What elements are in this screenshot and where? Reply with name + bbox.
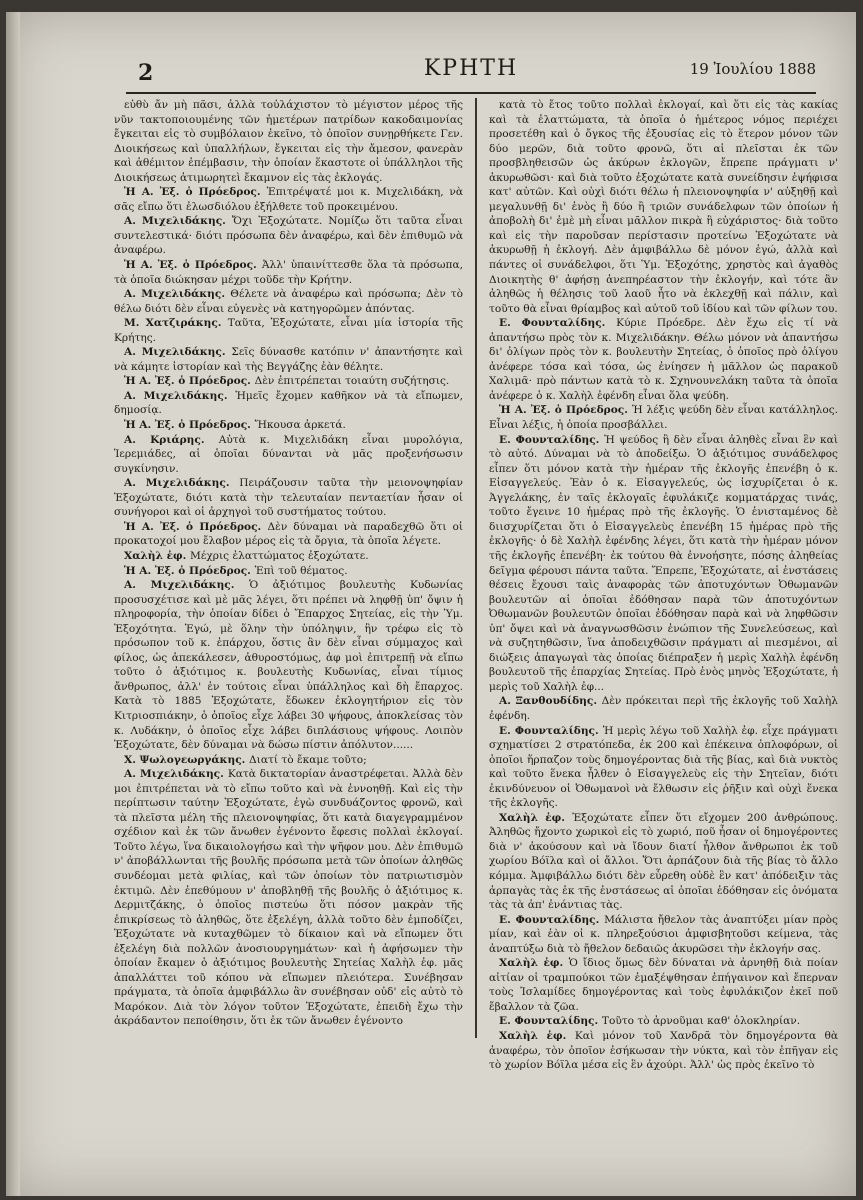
paragraph-text: Διατί τὸ ἔκαμε τοῦτο; bbox=[249, 753, 367, 766]
paragraph-text: Ἐξοχώτατε εἶπεν ὅτι εἴχομεν 200 ἀνθρώπους. Ἀληθῶς ἤχοντο χωρικοὶ εἰς τὸ χωριό, ποῦ ἦσαν οἱ δημογέροντες διὰ ν' ἀκούσουν καὶ νὰ ἴδουν διατί ἦλθον ἄνθρωποι ἐκ τοῦ χωρίου Βόϊλα καὶ οἱ ἄλλοι. Ὅτι ἀρπάζουν διὰ τῆς βίας τὸ ἄλλο κόμμα. Ἀμφιβάλλω διότι δὲν εὗρεθη οὐδὲ ἓν κατ' ἀπόδειξιν τὰς ἀρπαγὰς τὰς ἐκ τῆς ἐνστάσεως αἱ ὁποῖαι ἐδόθησαν εἰς ὀνόματα τὰς τὰ ἀπ' ἐνάντιας τὰς. bbox=[489, 811, 838, 912]
speaker-name: Α. Μιχελιδάκης. bbox=[124, 768, 228, 781]
paragraph bbox=[114, 433, 463, 477]
paragraph bbox=[489, 1029, 838, 1073]
speaker-name: Ἡ Α. Ἐξ. ὁ Πρόεδρος. bbox=[124, 419, 255, 432]
paragraph bbox=[489, 98, 838, 316]
speaker-name: Ε. Φουνταλίδης. bbox=[499, 913, 605, 926]
paragraph-text: Δὲν δύναμαι νὰ παραδεχθῶ ὅτι οἱ προκατοχοί μου ἔλαβον μέρος εἰς τὰ ὄργια, τὰ ὁποῖα λέγετε. bbox=[114, 520, 463, 548]
article-columns bbox=[114, 98, 838, 1072]
paragraph bbox=[114, 316, 463, 345]
paragraph-text: Ἐπὶ τοῦ θέματος. bbox=[254, 564, 348, 577]
paragraph-text: Θέλετε νὰ ἀναφέρω καὶ πρόσωπα; Δὲν τὸ θέλω διότι δὲν εἶναι εὐγενὲς νὰ κατηγορῶμεν ἀπόντας. bbox=[114, 288, 463, 315]
page-fold-edge bbox=[6, 12, 20, 1196]
paragraph-text: εὐθὺ ἄν μὴ πᾶσι, ἀλλὰ τοὐλάχιστον τὸ μέγιστον μέρος τῆς νῦν τακτοποιουμένης τῶν ἡμετέρων πατρίδων κακοδαιμονίας ἔγκειται εἰς τὸ συμβόλαιον ἐκεῖνο, τὸ ὁποῖον συνῃρθήκετε Γεν. Διοικήσεως καὶ ὑπαλλήλων, ἔγκειται εἰς τὴν ἄμεσον, φανερὰν καὶ ἀθέμιτον ἐπέμβασιν, τὴν ὁποίαν ἕκαστοτε οἱ ὑπάλληλοι τῆς Διοικήσεως ἀτιμωρητεὶ ἔκαμνον εἰς τὰς ἐκλογάς. bbox=[114, 99, 463, 184]
paragraph-text: Ἡ λέξις ψεύδη δὲν εἶναι κατάλληλος. Εἶναι λέξις, ἡ ὁποία προσβάλλει. bbox=[489, 404, 838, 432]
speaker-name: Χ. Ψωλογεωργάκης. bbox=[124, 753, 250, 766]
speaker-name: Χαλὴλ ἐφ. bbox=[124, 549, 191, 562]
paragraph-text: Αὐτὰ κ. Μιχελιδάκη εἶναι μυρολόγια, Ἱερεμιάδες, αἱ ὁποῖαι δύνανται νὰ μᾶς προξενήσωσιν συγκίνησιν. bbox=[114, 433, 463, 475]
paragraph bbox=[114, 549, 463, 564]
speaker-name: Ἡ Α. Ἐξ. ὁ Πρόεδρος. bbox=[124, 186, 267, 199]
paragraph-text: Ὄχι Ἐξοχώτατε. Νομίζω ὅτι ταῦτα εἶναι συντελεστικά· διότι πρόσωπα δὲν ἀναφέρω, καὶ δὲν ἐπιθυμῶ νὰ ἀναφέρω. bbox=[114, 215, 463, 257]
paragraph-text: Ἡμεῖς ἔχομεν καθῆκον νὰ τὰ εἴπωμεν, δημοσίᾳ. bbox=[114, 389, 463, 417]
speaker-name: Α. Ξανθουδίδης. bbox=[499, 695, 602, 708]
speaker-name: Α. Μιχελιδάκης. bbox=[124, 389, 236, 402]
newspaper-page bbox=[6, 12, 856, 1196]
speaker-name: Ε. Φουνταλίδης. bbox=[499, 317, 617, 330]
speaker-name: Χαλὴλ ἐφ. bbox=[499, 957, 569, 970]
right-column bbox=[489, 98, 838, 1072]
paragraph-text: Ἐπιτρέψατέ μοι κ. Μιχελιδάκη, νὰ σᾶς εἴπω ὅτι ἐλωσδιόλου ἐξήλθετε τοῦ προκειμένου. bbox=[114, 186, 464, 213]
speaker-name: Ἡ Α. Ἐξ. ὁ Πρόεδρος. bbox=[124, 520, 268, 533]
paragraph-text: Κατὰ δικτατορίαν ἀναστρέφεται. Ἀλλὰ δὲν μοι ἐπιτρέπεται νὰ τὸ εἴπω τοῦτο καὶ νὰ ἐννοηθῇ. Καὶ εἰς τὴν περίπτωσιν ταύτην Ἐξοχώτατε, ἐγὼ συνδυάζοντος φρονῶ, καὶ τὰ πλεῖστα μέλη τῆς πλειονοψηφίας, ὅτι κατὰ διαγεγραμμένον σχέδιον καὶ ἐκ τῶν ἄνωθεν ἐγένοντο ἔφεσις πολλαὶ ἐκλογαί. Τοῦτο λέγω, ἵνα δικαιολογήσω καὶ τὴν ψῆφον μου. Δὲν ἐπιθυμῶ ν' ἀποβάλλωνται τῆς βουλῆς πρόσωπα μετὰ τῶν ὁποίων ἀληθῶς συνδέομαι μετὰ φιλίας, καὶ τῶν ὁποίων τὸν πατριωτισμὸν ἐκτιμῶ. Δὲν ἐπεθύμουν ν' ἀποβληθῇ τῆς βουλῆς ὁ ἀξιότιμος κ. Δερμιτζάκης, ὁ ὁποῖος πιστεύω ὅτι πόσον μακρὰν τῆς ἐπικρίσεως τὸ ἀληθῶς, ὅτε ἐξελέγη, ἀλλὰ τοῦτο δὲν ἐμποδίζει, Ἐξοχώτατε νὰ κυταχθῶμεν τὸ δίκαιον καὶ νὰ εἴπωμεν ὅτι ἐξελέγη διὰ πολλῶν ἀνοσιουργημάτων· καὶ ἡ ἀφήσωμεν τὴν ὁποίαν ἔκαμεν ὁ ἀξιότιμος βουλευτὴς Σητείας Χαλὴλ ἐφ. μᾶς ἀπαλλάττει τοῦ κόπου νὰ εἴπωμεν πλειότερα. Συνέβησαν πράγματα, τὰ ὁποῖα ἀμφιβάλλω ἂν συνέβησαν οὐδ' εἰς αὐτὸ τὸ Μαρόκον. Διὰ τὸν λόγον τοῦτον Ἐξοχώτατε, ἐπειδὴ ἔχω τὴν ἀκράδαντον πεποίθησιν, ὅτι ἐκ τῶν ἄνωθεν ἐγένοντο bbox=[114, 768, 463, 1028]
paragraph bbox=[489, 956, 838, 1014]
speaker-name: Ἡ Α. Ἐξ. ὁ Πρόεδρος. bbox=[124, 375, 255, 388]
paragraph-text: Ἤκουσα ἀρκετά. bbox=[254, 419, 346, 432]
speaker-name: Ε. Φουνταλίδης. bbox=[499, 724, 603, 737]
paragraph bbox=[489, 811, 838, 913]
paragraph-text: Τοῦτο τὸ ἀρνοῦμαι καθ' ὁλοκληρίαν. bbox=[601, 1015, 801, 1028]
paragraph-text: Σεῖς δύνασθε κατόπιν ν' ἀπαντήσητε καὶ νὰ κάμητε ἱστορίαν καὶ τὴς Βεγγάζης ἐὰν θέλητε. bbox=[114, 346, 463, 373]
paragraph bbox=[114, 214, 463, 258]
speaker-name: Ἡ Α. Ἐξ. ὁ Πρόεδρος. bbox=[124, 564, 255, 577]
paragraph bbox=[489, 403, 838, 432]
speaker-name: Α. Μιχελιδάκης. bbox=[124, 346, 232, 359]
paragraph-text: Καὶ μόνον τοῦ Χανδρᾶ τὸν δημογέροντα θὰ ἀναφέρω, τὸν ὁποῖον ἐσήκωσαν τὴν νύκτα, καὶ τὸν ἐπῆγαν εἰς τὸ χωρίον Βόϊλα μέσα εἰς ἓν ἀχούρι. Ἀλλ' ὡς πρὸς ἐκεῖνο τὸ bbox=[489, 1030, 838, 1072]
speaker-name: Ἡ Α. Ἐξ. ὁ Πρόεδρος. bbox=[124, 259, 262, 272]
speaker-name: Α. Μιχελιδάκης. bbox=[124, 477, 240, 490]
column-rule bbox=[475, 98, 477, 1038]
paragraph bbox=[114, 476, 463, 520]
paragraph-text: Ἡ ψεύδος ἢ δὲν εἶναι ἀληθὲς εἶναι ἓν καὶ τὸ αὐτό. Δύναμαι νὰ τὸ ἀποδείξω. Ὁ ἀξιότιμος συνάδελφος εἶπεν ὅτι μόνον κατὰ τὴν ἡμέραν τῆς ἐκλογῆς ἐπενέβη ὁ κ. Εἰσαγγελεύς. Ἐὰν ὁ κ. Εἰσαγγελεύς, ὡς ἰσχυρίζεται ὁ κ. Ἀγγελάκης, ἐν ταῖς ἐκλογαῖς ἐφυλάκιζε κομματάρχας τινάς, τοῦτο ἔγεινε 10 ἡμέρας πρὸ τῆς ἐκλογῆς. Ὁ ἐνισταμένος δὲ διισχυρίζεται ὅτι ὁ Εἰσαγγελεὺς ἐπενέβη 15 ἡμέρας πρὸ τῆς ἐκλογῆς· ὁ δὲ Χαλὴλ ἐφένδης λέγει, ὅτι κατὰ τὴν ἡμέραν μόνον τῆς ἐκλογῆς ἐπενέβη· ἐκ τούτου θὰ ἐννοήσητε, πόσης ἀληθείας δεῖγμα φέρουσι πάντα ταῦτα. Ἔπρεπε, Ἐξοχώτατε, αἱ ἐνστάσεις θέσεις ἔχουσι ταὶς ἀναφορὰς τῶν ἀποτυχόντων Ὀθωμανῶν βουλευτῶν αἱ ὁποῖαι ἐδόθησαν παρὰ τῶν ἀποτυχόντων Ὀθωμανῶν βουλευτῶν ὁποῖαι ἐδόθησαν παρὰ καὶ νὰ ληφθῶσιν ὑπ' ὄψει καὶ νὰ ἀναγνωσθῶσιν ἐνώπιον τῆς Συνελεύσεως, καὶ νὰ συζητηθῶσιν, ἵνα ἀποδειχθῶσιν πράγματι αἱ πιεσμένοι, αἱ διώξεις ἀπαγωγαὶ τὰς ὁποίας διέπραξεν ἡ μερὶς Χαλὴλ ἐφένδη βουλευτοῦ τῆς ἐπαρχίας Σητείας. Πρὸ ἐνὸς μηνὸς Ἐξοχώτατε, ἡ μερὶς τοῦ Χαλὴλ ἐφ... bbox=[489, 433, 838, 693]
paragraph bbox=[114, 753, 463, 768]
paragraph bbox=[489, 316, 838, 403]
speaker-name: Μ. Χατζιράκης. bbox=[124, 317, 228, 330]
page-number: 2 bbox=[138, 60, 154, 86]
paragraph-text: Ταῦτα, Ἐξοχώτατε, εἶναι μία ἱστορία τῆς Κρήτης. bbox=[114, 317, 463, 344]
paragraph-text: Δὲν ἐπιτρέπεται τοιαύτη συζήτησις. bbox=[254, 375, 450, 388]
speaker-name: Α. Κριάρης. bbox=[124, 433, 219, 446]
paragraph bbox=[114, 345, 463, 374]
paragraph-text: Ὁ ἴδιος ὅμως δὲν δύναται νὰ ἀρνηθῇ διὰ ποίαν αἰτίαν οἱ τραμπούκοι τῶν ἐμαξέψθησαν ἐπήγαινον καὶ ἔπερναν τοὺς Ἰσλαμίδες δημογέροντας καὶ τοὺς ἐφυλάκιζον ἐκεῖ ποῦ ἔβαλλον τὰ ζῶα. bbox=[489, 957, 838, 1013]
paragraph-text: Μέχρις ἐλαττώματος ἐξοχώτατε. bbox=[190, 549, 369, 562]
paragraph bbox=[114, 258, 463, 287]
paragraph-text: Πειράζουσιν ταῦτα τὴν μειονοψηφίαν Ἐξοχώτατε, διότι κατὰ τὴν τελευταίαν πενταετίαν ἦσαν οἱ συνήγοροι καὶ οἱ ἀρχηγοὶ τοῦ συστήματος τούτου. bbox=[114, 477, 463, 519]
paragraph bbox=[114, 767, 463, 1029]
paragraph-text: Ἀλλ' ὑπαινίττεσθε ὅλα τὰ πρόσωπα, τὰ ὁποῖα διώκησαν μέχρι τοῦδε τὴν Κρήτην. bbox=[114, 259, 463, 286]
paragraph bbox=[489, 1014, 838, 1029]
left-column bbox=[114, 98, 463, 1038]
paragraph-text: κατὰ τὸ ἔτος τοῦτο πολλαὶ ἐκλογαί, καὶ ὅτι εἰς τὰς κακίας καὶ τὰ ἐλαττώματα, τὰ ὁποῖα ὁ ἡμέτερος νόμος περιέχει προσετέθη καὶ ὁ ὄγκος τῆς ἐξουσίας εἰς τὸ ἕτερον μόνον τῶν δύο μερῶν, διὰ τοῦτο φρονῶ, ὅτι αἱ πλεῖσται ἐκ τῶν προσβληθεισῶν ὡς ἀκύρων ἐκλογῶν, ἔπρεπε πράγματι ν' ἀκυρωθῶσι· καὶ διὰ τοῦτο ἐξοχώτατε κατὰ συνείδησιν ἐψήφισα κατ' αὐτῶν. Καὶ οὐχὶ διότι θέλω ἡ πλειονοψηφία ν' αὐξηθῇ καὶ μεγαλυνθῇ δι' ἑνὸς ἢ δύο ἢ τριῶν συνάδελφων τῶν ὁποίων ἡ ἀποβολὴ δι' ἐμὲ μὴ εἶναι μᾶλλον πικρὰ ἢ εὐχάριστος· διὰ τοῦτο καὶ εἰς τὴν παροῦσαν περίστασιν προτείνω Ἐξοχώτατε νὰ ἀκυρωθῇ ἡ ἐκλογή. Δὲν ἀμφιβάλλω δὲ μόνον ἐγώ, ἀλλὰ καὶ πάντες οἱ συνάδελφοι, ὅτι Ὑμ. Ἐξοχότης, χρηστὸς καὶ ἀγαθὸς Διοικητὴς θ' ἀφήσῃ ἀνεπηρέαστον τὴν ἐκλογήν, καὶ τότε ἂν ἀληθῶς ἡ θέλησις τοῦ λαοῦ ἦτο νὰ ἐκλεχθῇ καὶ πάλιν, καὶ τοῦτο θὰ εἶναι θρίαμβος καὶ αὐτοῦ τοῦ ἰδίου καὶ τῶν φίλων του. bbox=[489, 99, 838, 315]
paragraph-text: Μάλιστα ἤθελον τὰς ἀναπτύξει μίαν πρὸς μίαν, καὶ ἐὰν οἱ κ. πληρεξούσιοι ἀμφισβητοῦσι κείμενα, τὰς ἀναπτύξω διὰ τὸ ἤθελον δεδαιῶς ἀκυρῶσει τὴν ἐκλογήν σας. bbox=[489, 913, 838, 955]
issue-date: 19 Ἰουλίου 1888 bbox=[689, 60, 816, 78]
paragraph bbox=[114, 98, 463, 185]
paragraph-text: Κύριε Πρόεδρε. Δὲν ἔχω εἰς τί νὰ ἀπαντήσω πρὸς τὸν κ. Μιχελιδάκην. Θέλω μόνον νὰ ἀπαντήσω δι' ὀλίγων πρὸς τὸν κ. βουλευτὴν Σητείας, ὁ ὁποῖος πρὸ ὀλίγου ἀνέφερε τόσα καὶ τόσα, ὡς ἐνίησεν ἡ μᾶλλον ὡς παρακοῦ Χαλιμᾶ· πρὸ πάντων κατὰ τὸ κ. Σχηνουνελάκη ταῦτα τὰ ὁποῖα ἀνέφερε ὁ κ. Χαλὴλ ἐφένδη εἶναι ὅλα ψεύδη. bbox=[489, 317, 838, 402]
paragraph bbox=[489, 913, 838, 957]
paragraph-text: Δὲν πρόκειται περὶ τῆς ἐκλογῆς τοῦ Χαλὴλ ἐφένδη. bbox=[489, 695, 838, 722]
speaker-name: Χαλὴλ ἐφ. bbox=[499, 1030, 575, 1042]
page-header bbox=[126, 52, 816, 94]
paragraph bbox=[114, 578, 463, 753]
paragraph-text: Ἡ μερὶς λέγω τοῦ Χαλὴλ ἐφ. εἶχε πράγματι σχηματίσει 2 στρατόπεδα, ἐκ 200 καὶ ἐπέκεινα ὁπλοφόρων, οἱ ὁποῖοι ἥρπαζον τοὺς δημογέροντας διὰ τῆς βίας, καὶ διὰ νυκτὸς καὶ τοῦτο ἕνεκα ἦλθεν ὁ Εἰσαγγελεὺς εἰς τὴν Σητεῖαν, διότι ἐκινδύνευον οἱ Ὀθωμανοὶ νὰ ἔλθωσιν εἰς ῥῆξιν καὶ οὐχὶ ἕνεκα τῆς ἐκλογῆς. bbox=[489, 724, 838, 810]
speaker-name: Ε. Φουνταλίδης. bbox=[499, 1015, 602, 1028]
paragraph bbox=[114, 287, 463, 316]
newspaper-title: ΚΡΗΤΗ bbox=[423, 56, 519, 81]
speaker-name: Χαλὴλ ἐφ. bbox=[499, 811, 573, 824]
paragraph-text: Ὁ ἀξιότιμος βουλευτὴς Κυδωνίας προσυσχέτισε καὶ μὲ μᾶς λέγει, ὅτι πρέπει νὰ ληφθῇ ὑπ' ὄψιν ἡ πληροφορία, τὴν ὁποίαν δίδει ὁ Ἔπαρχος Σητείας, εἰς τὴν Ὑμ. Ἐξοχότητα. Ἐγώ, μὲ ὅλην τὴν ὑπόληψιν, ἣν τρέφω εἰς τὸ πρόσωπον τοῦ κ. ἐπάρχου, ὅστις ἂν δὲν εἶναι σύμμαχος καὶ φίλος, ὡς ἀπεκάλεσεν, ἀθυροστόμως, ἀφ μοὶ ἐπιτρεπῇ νὰ εἴπω τοῦτο ὁ ἀξιότιμος κ. βουλευτὴς Κυδωνίας, εἶναι τίμιος ἄνθρωπος, ἀλλ' ἐν τούτοις εἶναι ὑπάλληλος καὶ δὴ ἔπαρχος. Κατὰ τὸ 1885 Ἐξοχώτατε, ἔδωκεν ἐκλογητήριον εἰς τὸν Κιτριοσπιάκην, ὁ ὁποῖος εἶχε λάβει 30 ψήφους, ἀποκλείσας τὸν κ. Λυδάκην, ὁ ὁποῖος εἶχε λάβει διπλάσιους ψήφους. Λοιπὸν Ἐξοχώτατε, δὲν δύναμαι νὰ δώσω πίστιν ἀπόλυτον...... bbox=[114, 579, 463, 752]
paragraph bbox=[489, 694, 838, 723]
speaker-name: Α. Μιχελιδάκης. bbox=[124, 288, 231, 301]
paragraph bbox=[114, 389, 463, 418]
paragraph bbox=[114, 520, 463, 549]
speaker-name: Ε. Φουνταλίδης. bbox=[499, 433, 605, 446]
paragraph bbox=[114, 418, 463, 433]
paragraph bbox=[114, 185, 463, 214]
speaker-name: Α. Μιχελιδάκης. bbox=[124, 579, 250, 592]
paragraph bbox=[114, 374, 463, 389]
speaker-name: Α. Μιχελιδάκης. bbox=[124, 215, 233, 228]
speaker-name: Ἡ Α. Ἐξ. ὁ Πρόεδρος. bbox=[499, 404, 633, 417]
paragraph bbox=[489, 724, 838, 811]
paragraph bbox=[114, 564, 463, 579]
paragraph bbox=[489, 433, 838, 695]
